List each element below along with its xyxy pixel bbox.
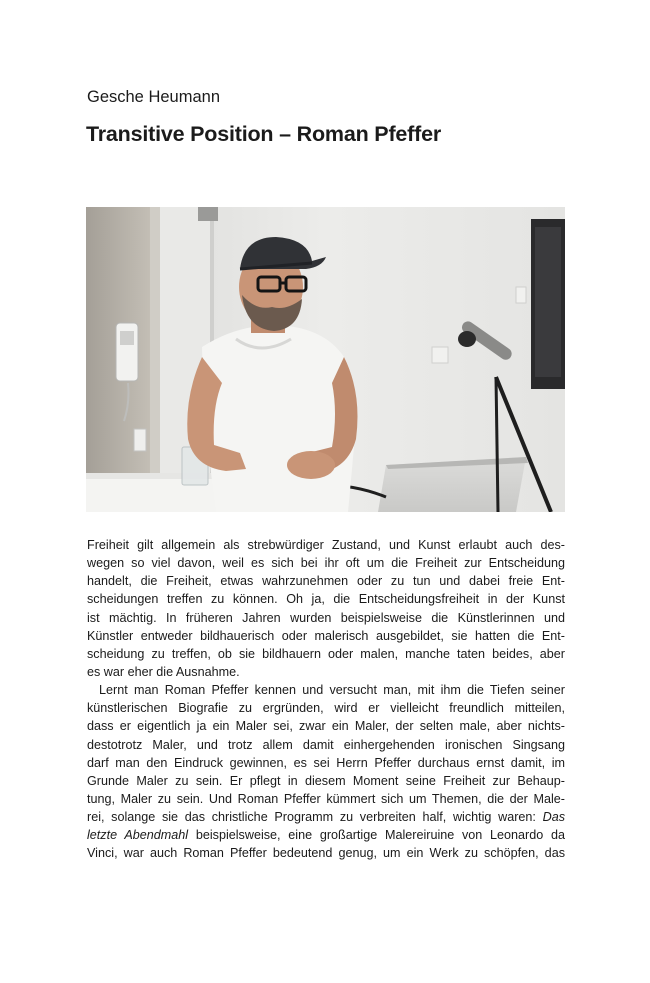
text-line: Künstler entweder bildhauerisch oder malerisch ausgebildet, sie hatten die Ent- [87,628,565,643]
text-line: Vinci, war auch Roman Pfeffer bedeutend genug, um ein Werk zu schöpfen, das [87,846,565,861]
text-segment: rei, solange sie das christliche Programm zu verbreiten half, wichtig waren: [87,810,536,825]
author-name: Gesche Heumann [87,88,220,106]
text-line: künstlerischen Biografie zu ergründen, wird er vielleicht freundlich mitteilen, [87,701,565,716]
text-line: handelt, die Freiheit, etwas wahrzunehmen oder zu tun und dabei freie Ent- [87,574,565,589]
text-line [87,808,565,826]
text-line: tung, Maler zu sein. Und Roman Pfeffer kümmert sich um Themen, die der Male- [87,791,565,806]
text-line: Freiheit gilt allgemein als strebwürdiger Zustand, und Kunst erlaubt auch des- [87,538,565,552]
text-line [87,826,565,844]
text-line: scheidungen treffen zu können. Oh ja, die Entscheidungsfreiheit in der Kunst [87,592,565,607]
text-line: wegen so viel davon, weil es sich bei ihr oft um die Freiheit zur Entscheidung [87,556,565,571]
text-line: darf man den Eindruck gewinnen, es sei Herrn Pfeffer durchaus ernst damit, im [87,755,565,770]
text-line: destotrotz Maler, und trotz allem damit einhergehenden ironischen Singsang [87,737,565,752]
page-title: Transitive Position – Roman Pfeffer [86,122,442,146]
text-line: es war eher die Ausnahme. [87,664,240,679]
article-body [87,536,565,863]
text-line: scheidung zu treffen, ob sie bildhauern oder malen, manche taten beides, aber [87,646,565,661]
text-segment: beispielsweise, eine großartige Malereiruine von Leonardo da [195,828,566,843]
paragraph-1 [87,536,565,681]
text-line: dass er eigentlich ja ein Maler sei, zwar ein Maler, der selten male, aber nichts- [87,719,565,734]
text-line: Grunde Maler zu sein. Er pflegt in diesem Moment seine Freiheit zur Behaup- [87,773,565,788]
text-line: Lernt man Roman Pfeffer kennen und versucht man, mit ihm die Tiefen seiner [99,683,565,698]
speaker-photo [86,207,565,512]
italic-title: Das [542,810,566,825]
text-line: ist mächtig. In früheren Jahren wurden beispielsweise die Künstlerinnen und [87,610,565,625]
paragraph-2 [87,681,565,862]
italic-title: letzte Abendmahl [87,828,189,843]
